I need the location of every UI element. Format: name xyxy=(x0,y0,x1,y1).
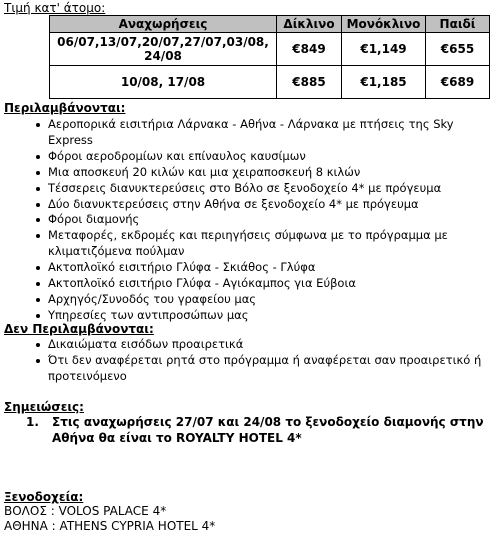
list-item: Ότι δεν αναφέρεται ρητά στο πρόγραμμα ή αναφέρεται σαν προαιρετικό ή xyxy=(0,353,495,369)
header-double: Δίκλινο xyxy=(277,16,342,33)
price-double: €849 xyxy=(277,33,342,66)
included-title: Περιλαμβάνονται: xyxy=(4,101,126,115)
header-single: Μονόκλινο xyxy=(342,16,426,33)
departure-dates-line: 24/08 xyxy=(144,49,182,63)
price-table xyxy=(49,15,490,99)
list-item: Αρχηγός/Συνοδός του γραφείου μας xyxy=(0,292,495,308)
list-item: Φόροι αεροδρομίων και επίναυλος καυσίμων xyxy=(0,149,495,165)
price-single: €1,185 xyxy=(342,66,426,99)
price-double: €885 xyxy=(277,66,342,99)
price-child: €689 xyxy=(426,66,490,99)
header-departures: Αναχωρήσεις xyxy=(50,16,277,33)
note-text: Στις αναχωρήσεις 27/07 και 24/08 το ξενοδοχείο διαμονής στην Αθήνα θα είναι το ROYALTY HOTEL 4* xyxy=(52,415,484,445)
hotels-title: Ξενοδοχεία: xyxy=(4,490,84,504)
list-item-continuation: κλιματιζόμενα πούλμαν xyxy=(48,244,185,259)
not-included-title: Δεν Περιλαμβάνονται: xyxy=(4,322,154,336)
price-child: €655 xyxy=(426,33,490,66)
table-row xyxy=(50,66,490,99)
header-child: Παιδί xyxy=(426,16,490,33)
hotel-line: ΑΘΗΝΑ : ATHENS CYPRIA HOTEL 4* xyxy=(4,519,216,533)
list-item: Αεροπορικά εισιτήρια Λάρνακα - Αθήνα - Λάρνακα με πτήσεις της Sky Express xyxy=(0,117,495,149)
list-item: Ακτοπλοϊκό εισιτήριο Γλύφα - Σκιάθος - Γλύφα xyxy=(0,260,495,276)
price-single: €1,149 xyxy=(342,33,426,66)
list-item: Δικαιώματα εισόδων προαιρετικά xyxy=(0,337,495,353)
table-row xyxy=(50,33,490,66)
note-item xyxy=(26,414,486,446)
included-list xyxy=(0,117,495,324)
price-table-header xyxy=(50,16,490,33)
list-item: Ακτοπλοϊκό εισιτήριο Γλύφα - Αγιόκαμπος για Εύβοια xyxy=(0,276,495,292)
departure-dates-line: 06/07,13/07,20/07,27/07,03/08, xyxy=(57,35,269,49)
list-item: Υπηρεσίες των αντιπροσώπων μας xyxy=(0,308,495,324)
list-item-continuation: προτεινόμενο xyxy=(48,368,127,383)
list-item: Δύο διανυκτερεύσεις στην Αθήνα σε ξενοδοχείο 4* με πρόγευμα xyxy=(0,197,495,213)
list-item: Μια αποσκευή 20 κιλών και μια χειραποσκευή 8 κιλών xyxy=(0,165,495,181)
list-item: Μεταφορές, εκδρομές και περιηγήσεις σύμφωνα με το πρόγραμμα με xyxy=(0,228,495,244)
list-item: Τέσσερεις διανυκτερεύσεις στο Βόλο σε ξενοδοχείο 4* με πρόγευμα xyxy=(0,181,495,197)
price-caption: Τιμή κατ' άτομο: xyxy=(4,1,106,15)
list-item: Φόροι διαμονής xyxy=(0,212,495,228)
departure-dates: 10/08, 17/08 xyxy=(50,66,277,99)
not-included-list xyxy=(0,337,495,385)
departure-dates xyxy=(50,33,277,66)
notes-title: Σημειώσεις: xyxy=(4,400,84,414)
hotel-line: ΒΟΛΟΣ : VOLOS PALACE 4* xyxy=(4,504,167,518)
note-number: 1. xyxy=(26,415,39,429)
